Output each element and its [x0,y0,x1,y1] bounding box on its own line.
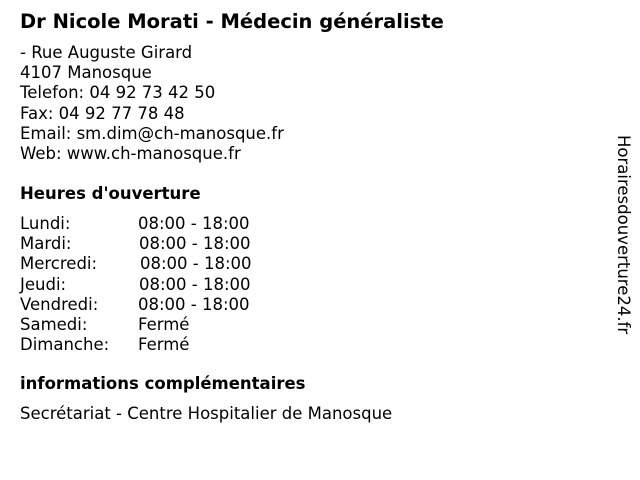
site-watermark: Horairesdouverture24.fr [614,135,633,335]
contact-block [20,43,284,164]
hours-row-tuesday [20,234,340,254]
day-label: Mardi: [20,234,72,254]
opening-hours-list [20,214,340,355]
day-hours: 08:00 - 18:00 [139,234,251,254]
day-label: Mercredi: [20,254,98,274]
hours-row-saturday [20,315,340,335]
page-title: Dr Nicole Morati - Médecin généraliste [20,10,444,33]
day-hours: 08:00 - 18:00 [139,274,251,294]
day-label: Jeudi: [20,274,67,294]
day-hours: Fermé [138,335,190,355]
hours-row-friday [20,295,340,315]
day-label: Dimanche: [20,335,110,355]
day-label: Vendredi: [20,294,99,314]
hours-row-monday [20,214,340,234]
opening-hours-heading: Heures d'ouverture [20,184,201,203]
day-label: Lundi: [20,214,71,233]
city-postcode: 4107 Manosque [20,63,152,83]
day-hours: 08:00 - 18:00 [138,294,250,314]
street-address: - Rue Auguste Girard [20,43,193,62]
day-label: Samedi: [20,314,88,334]
email-address: Email: sm.dim@ch-manosque.fr [20,123,284,143]
hours-row-sunday [20,335,340,355]
phone-number: Telefon: 04 92 73 42 50 [20,83,216,103]
additional-info-text: Secrétariat - Centre Hospitalier de Manosque [20,404,393,423]
additional-info-heading: informations complémentaires [20,374,306,393]
day-hours: 08:00 - 18:00 [140,254,252,274]
website-address: Web: www.ch-manosque.fr [20,143,241,163]
day-hours: 08:00 - 18:00 [138,214,250,233]
hours-row-wednesday [20,254,340,274]
fax-number: Fax: 04 92 77 78 48 [20,103,185,123]
hours-row-thursday [20,275,340,295]
day-hours: Fermé [138,314,190,334]
